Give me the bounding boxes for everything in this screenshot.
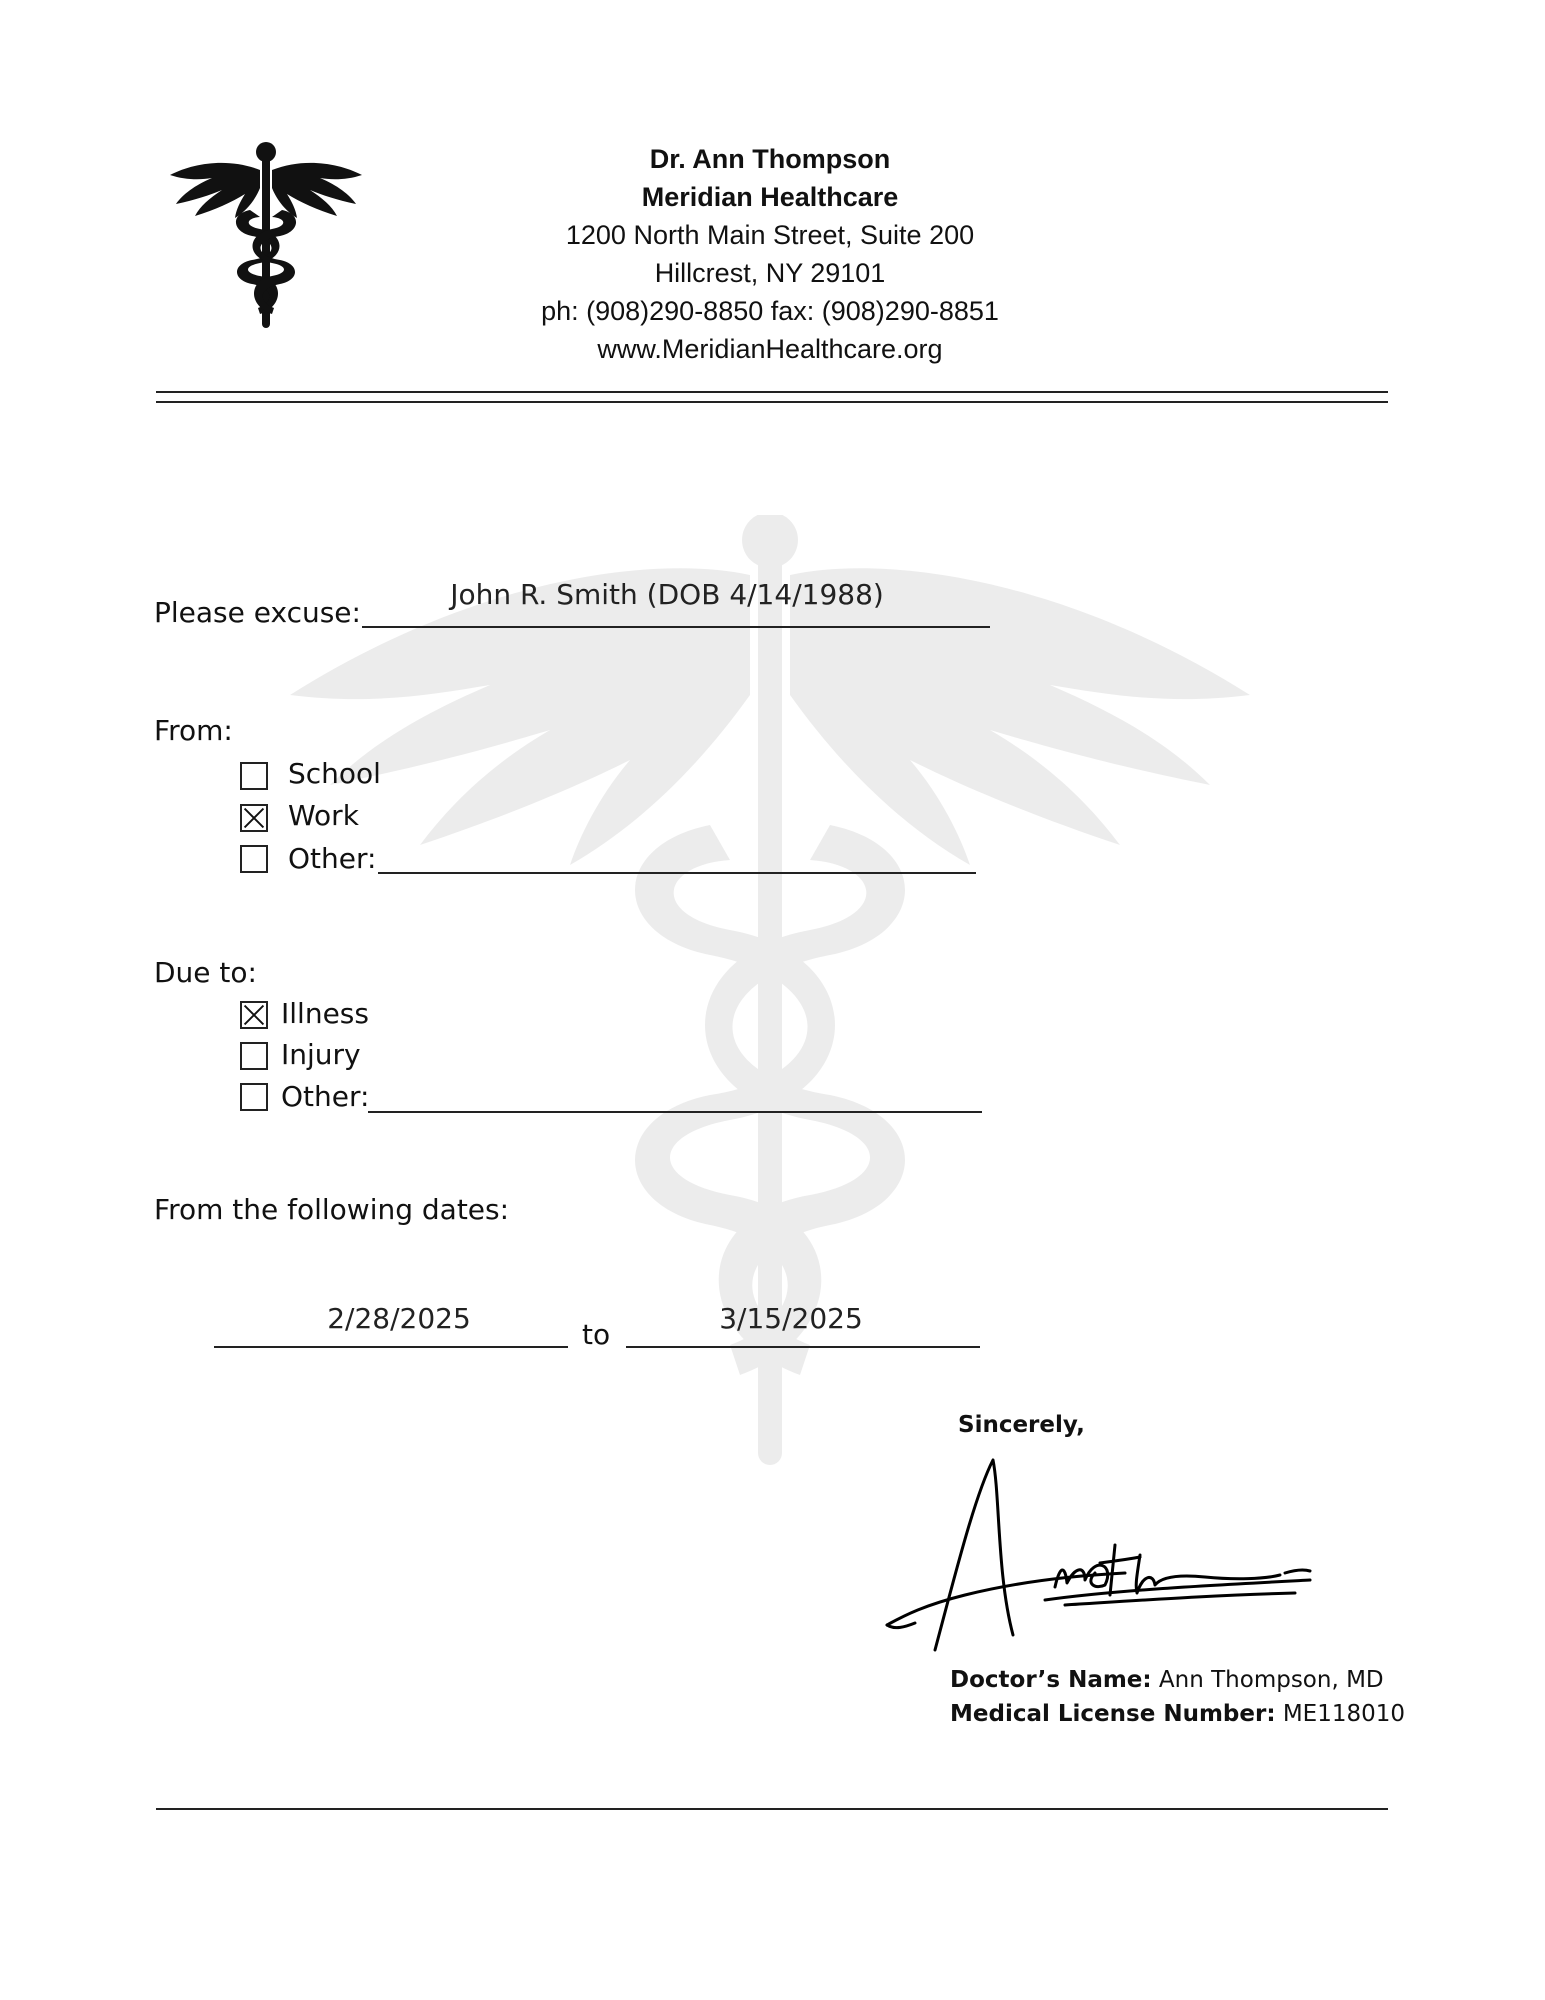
doctor-name-heading: Dr. Ann Thompson — [649, 144, 891, 174]
end-date-line — [626, 1346, 980, 1348]
header-rule-bottom — [156, 401, 1388, 403]
from-other-checkbox[interactable] — [240, 845, 268, 873]
due-to-other-line[interactable] — [368, 1111, 982, 1113]
injury-checkbox[interactable] — [240, 1042, 268, 1070]
start-date-value: 2/28/2025 — [327, 1302, 471, 1335]
please-excuse-line — [362, 626, 990, 628]
injury-option-label: Injury — [281, 1038, 361, 1071]
please-excuse-value: John R. Smith (DOB 4/14/1988) — [450, 578, 884, 611]
from-label: From: — [154, 714, 233, 747]
dates-separator: to — [582, 1318, 611, 1351]
doctor-name-value: Ann Thompson, MD — [1158, 1667, 1384, 1693]
due-to-other-option-label: Other: — [281, 1080, 370, 1113]
dates-label: From the following dates: — [154, 1193, 510, 1226]
due-to-other-checkbox[interactable] — [240, 1083, 268, 1111]
checkmark-x-icon — [242, 806, 266, 830]
doctor-name-label: Doctor’s Name: — [950, 1667, 1152, 1693]
doctor-name-line — [950, 1667, 1384, 1693]
checkmark-x-icon — [242, 1003, 266, 1027]
license-line — [950, 1701, 1405, 1727]
doctor-signature-icon — [885, 1455, 1365, 1655]
work-checkbox[interactable] — [240, 804, 268, 832]
header-rule-top — [156, 391, 1388, 393]
illness-option-label: Illness — [281, 997, 369, 1030]
from-other-line[interactable] — [378, 872, 976, 874]
address-line-2: Hillcrest, NY 29101 — [654, 258, 886, 288]
due-to-label: Due to: — [154, 956, 257, 989]
school-option-label: School — [288, 757, 381, 790]
footer-rule — [156, 1808, 1388, 1810]
license-label: Medical License Number: — [950, 1701, 1276, 1727]
end-date-value: 3/15/2025 — [719, 1302, 863, 1335]
start-date-line — [214, 1346, 568, 1348]
please-excuse-label: Please excuse: — [154, 596, 361, 629]
website: www.MeridianHealthcare.org — [597, 334, 943, 364]
address-line-1: 1200 North Main Street, Suite 200 — [565, 220, 975, 250]
letterhead — [470, 140, 1070, 368]
license-value: ME118010 — [1282, 1701, 1406, 1727]
school-checkbox[interactable] — [240, 762, 268, 790]
sincerely-text: Sincerely, — [958, 1412, 1085, 1438]
practice-name: Meridian Healthcare — [641, 182, 899, 212]
phone-fax: ph: (908)290-8850 fax: (908)290-8851 — [541, 296, 999, 326]
caduceus-logo-icon — [170, 140, 362, 335]
illness-checkbox[interactable] — [240, 1001, 268, 1029]
work-option-label: Work — [288, 799, 359, 832]
from-other-option-label: Other: — [288, 842, 377, 875]
caduceus-watermark-icon — [280, 515, 1260, 1485]
